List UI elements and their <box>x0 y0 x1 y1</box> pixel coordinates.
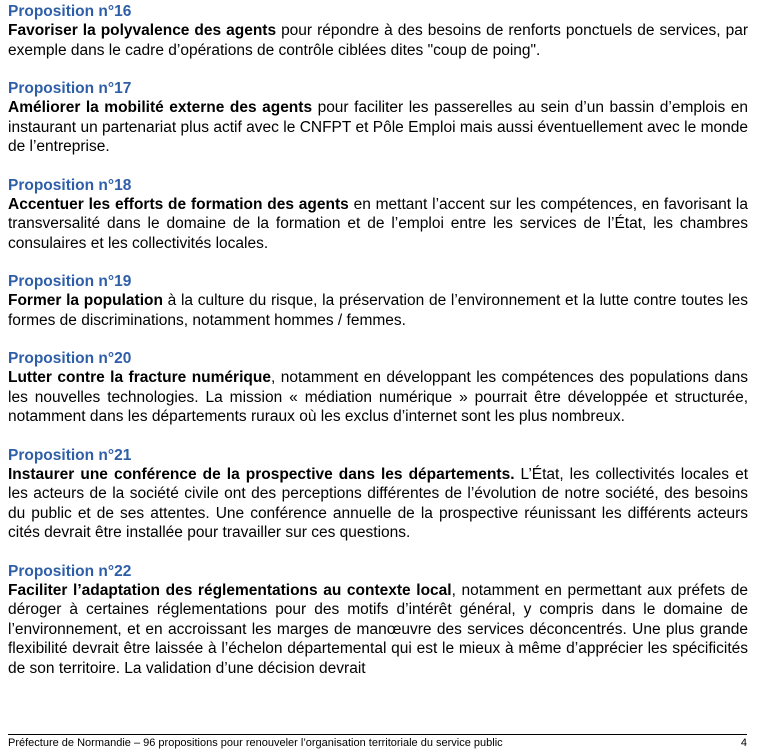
proposal-text <box>8 21 748 60</box>
proposal-detail: , notamment en permettant aux préfets de déroger à certaines réglementations pour des motifs d’intérêt général, y compris dans le domaine de l’environnement, et en accroissant les marges de manœuvre des services déconcentrés. Une plus grande flexibilité devrait être laissée à l’échelon départemental qui est le mieux à même d’apprécier les spécificités de son territoire. La validation d’une décision devrait <box>8 581 749 677</box>
footer-text: Préfecture de Normandie – 96 propositions pour renouveler l’organisation territoriale du service public <box>8 737 503 749</box>
proposal-detail: L’État, les collectivités locales et les acteurs de la société civile ont des perceptions différentes de l’évolution de notre société, des besoins du public et de ses attentes. Une conférence annuelle de la prospective réunissant les différents acteurs cités devrait être installée pour travailler sur ces questions. <box>8 465 749 541</box>
proposal-lead: Accentuer les efforts de formation des agents <box>8 195 349 213</box>
proposal-title: Proposition n°17 <box>8 80 132 97</box>
proposal-detail: en mettant l’accent sur les compétences, en favorisant la transversalité dans le domaine de la formation et de l’emploi entre les services de l’État, les chambres consulaires et les collectivités locales. <box>8 195 749 252</box>
proposal-17 <box>8 79 748 157</box>
proposal-lead: Lutter contre la fracture numérique <box>8 369 271 386</box>
proposal-lead: Instaurer une conférence de la prospective dans les départements. <box>8 465 515 483</box>
proposal-lead: Favoriser la polyvalence des agents <box>8 22 277 39</box>
proposal-detail: , notamment en développant les compétences des populations dans les nouvelles technologies. La mission « médiation numérique » pourrait être développée et structurée, notamment dans les départements ruraux où les exclus d’internet sont les plus nombreux. <box>8 369 748 425</box>
proposal-lead: Améliorer la mobilité externe des agents <box>8 99 313 116</box>
proposal-title: Proposition n°22 <box>8 562 132 580</box>
proposal-title: Proposition n°18 <box>8 176 132 194</box>
proposal-title: Proposition n°21 <box>8 446 132 464</box>
proposal-20 <box>8 349 748 427</box>
proposal-lead: Faciliter l’adaptation des réglementations au contexte local <box>8 581 452 599</box>
page-footer <box>8 734 747 750</box>
proposal-text <box>8 465 748 543</box>
proposal-detail: pour faciliter les passerelles au sein d’un bassin d’emplois en instaurant un partenariat plus actif avec le CNFPT et Pôle Emploi mais aussi éventuellement avec le monde de l’entreprise. <box>8 99 748 155</box>
proposal-title: Proposition n°20 <box>8 350 132 367</box>
proposal-title: Proposition n°16 <box>8 3 132 20</box>
proposal-text <box>8 195 748 254</box>
proposal-22 <box>8 562 748 679</box>
proposal-21 <box>8 446 748 543</box>
proposal-19 <box>8 272 748 330</box>
proposal-text <box>8 368 748 427</box>
proposal-text <box>8 291 748 330</box>
proposal-lead: Former la population <box>8 292 163 309</box>
proposal-text <box>8 98 748 157</box>
proposal-detail: pour répondre à des besoins de renforts ponctuels de services, par exemple dans le cadre d’opérations de contrôle ciblées dites "coup de poing". <box>8 22 748 59</box>
document-body <box>8 2 748 697</box>
proposal-18 <box>8 176 748 254</box>
proposal-16 <box>8 2 748 60</box>
proposal-text <box>8 581 748 679</box>
page-number: 4 <box>740 737 747 749</box>
proposal-detail: à la culture du risque, la préservation de l’environnement et la lutte contre toutes les formes de discriminations, notamment hommes / femmes. <box>8 292 748 329</box>
proposal-title: Proposition n°19 <box>8 273 132 290</box>
